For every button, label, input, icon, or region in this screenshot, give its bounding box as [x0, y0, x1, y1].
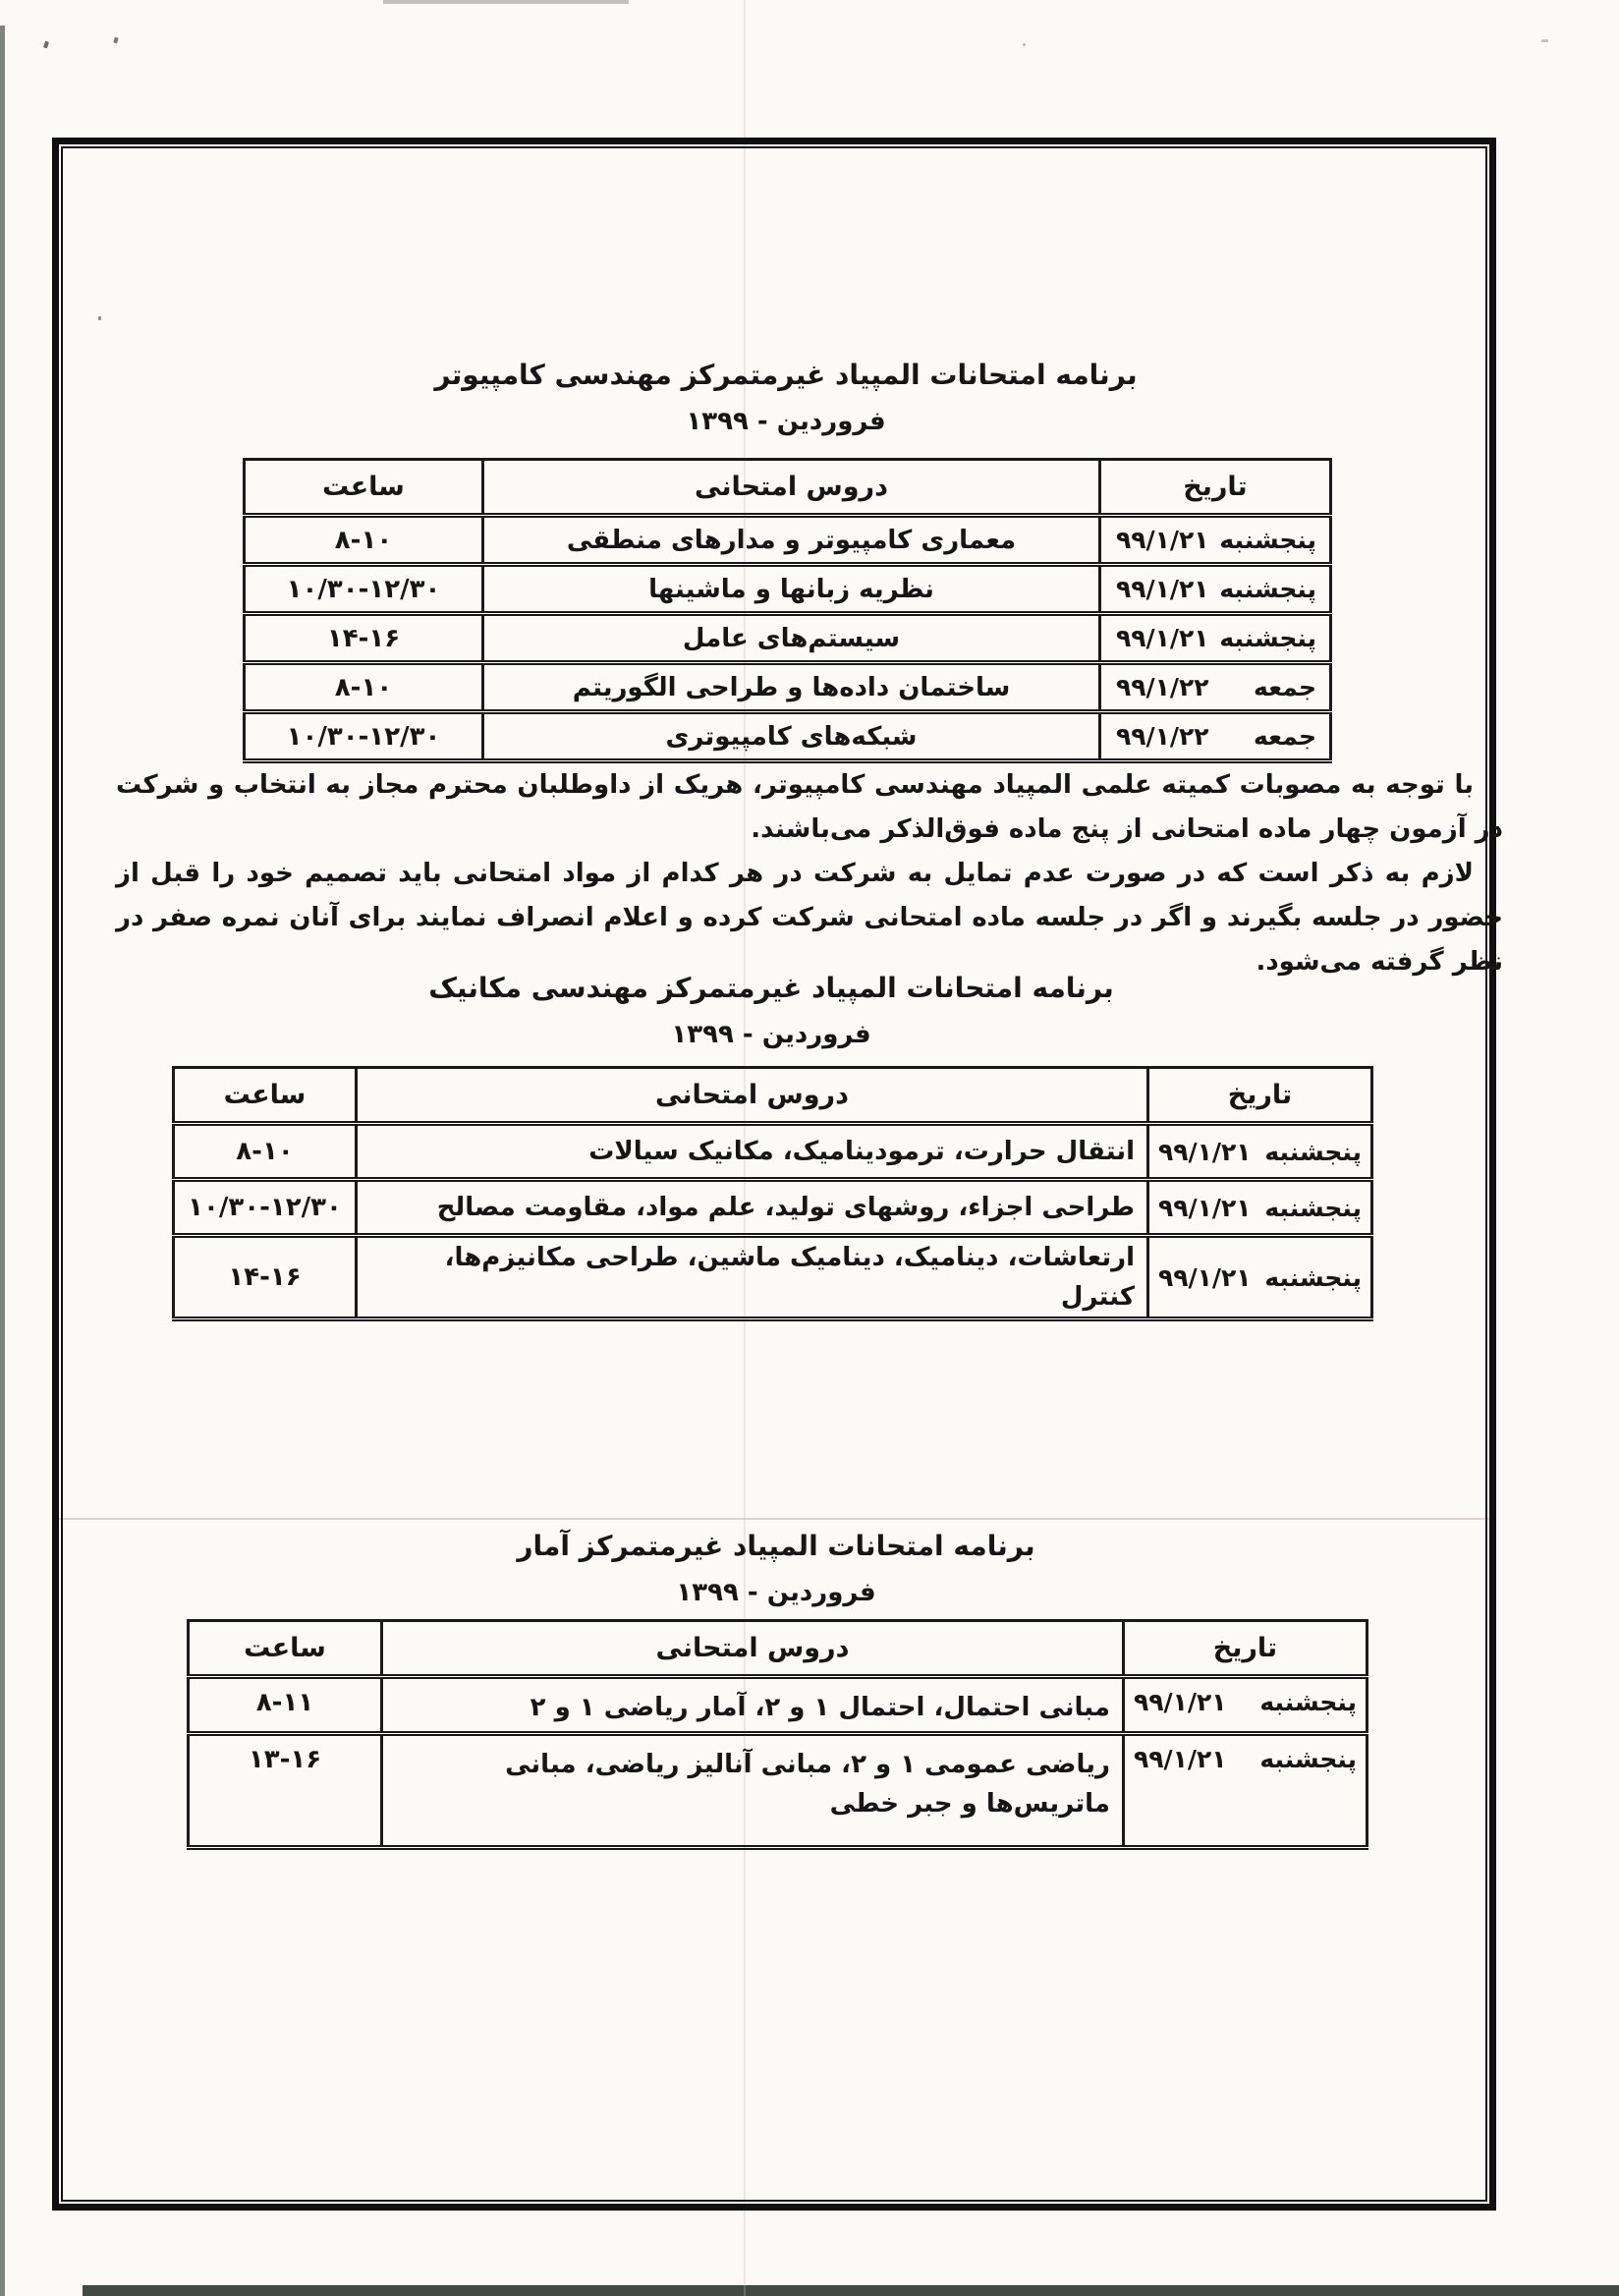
exam-row [245, 614, 1331, 663]
exam-time-cell: ۱۰/۳۰-۱۲/۳۰ [174, 1180, 357, 1236]
exam-date: ۹۹/۱/۲۱ [1134, 1745, 1227, 1773]
section-title: برنامه امتحانات المپیاد غیرمتمرکز آمار [517, 1530, 1035, 1562]
exam-schedule-table-mechanical [172, 1066, 1370, 1321]
time-column-header: ساعت [174, 1068, 357, 1124]
exam-date: ۹۹/۱/۲۱ [1158, 1193, 1252, 1222]
scan-bottom-edge-artifact [83, 2285, 1619, 2296]
exam-subject-cell: نظریه زبانها و ماشینها [483, 565, 1100, 614]
exam-date-cell [1148, 1236, 1372, 1319]
exam-day: جمعه [1253, 722, 1316, 751]
section-title: برنامه امتحانات المپیاد غیرمتمرکز مهندسی مکانیک [428, 972, 1114, 1004]
subjects-column-header: دروس امتحانی [357, 1068, 1148, 1124]
exam-row [174, 1236, 1372, 1319]
exam-subject-cell: طراحی اجزاء، روشهای تولید، علم مواد، مقاومت مصالح [357, 1180, 1148, 1236]
ink-speck [1023, 43, 1026, 46]
section-subtitle: فروردین - ۱۳۹۹ [686, 407, 886, 436]
exam-row [245, 565, 1331, 614]
exam-time-cell: ۱۴-۱۶ [245, 614, 483, 663]
exam-subject-cell: شبکه‌های کامپیوتری [483, 712, 1100, 761]
exam-time-cell: ۱۰/۳۰-۱۲/۳۰ [245, 565, 483, 614]
exam-day: پنجشنبه [1259, 1745, 1357, 1773]
exam-date-cell [1100, 663, 1331, 712]
exam-table [172, 1066, 1373, 1321]
exam-subject-cell: ارتعاشات، دینامیک، دینامیک ماشین، طراحی مکانیزم‌ها، کنترل [357, 1236, 1148, 1319]
ink-speck [1541, 39, 1548, 42]
table-header-row [245, 460, 1331, 516]
exam-time-cell: ۱۰/۳۰-۱۲/۳۰ [245, 712, 483, 761]
exam-time-cell: ۸-۱۰ [245, 663, 483, 712]
time-column-header: ساعت [189, 1621, 382, 1677]
table-header-row [174, 1068, 1372, 1124]
note-paragraph: با توجه به مصوبات کمیته علمی المپیاد مهندسی کامپیوتر، هریک از داوطلبان محترم مجاز به انتخاب و شرکت در آزمون چهار ماده امتحانی از پنج ماده فوق‌الذکر می‌باشند. [116, 770, 1503, 844]
exam-date: ۹۹/۱/۲۲ [1116, 722, 1209, 751]
exam-day: پنجشنبه [1264, 1193, 1362, 1222]
exam-date: ۹۹/۱/۲۱ [1116, 526, 1209, 554]
exam-day: پنجشنبه [1219, 526, 1316, 554]
exam-table [243, 458, 1332, 763]
exam-date-cell [1148, 1124, 1372, 1180]
scan-top-smudge-artifact [383, 0, 629, 4]
exam-date: ۹۹/۱/۲۱ [1158, 1262, 1252, 1292]
exam-date-cell [1124, 1677, 1368, 1734]
schedule-notes [116, 763, 1503, 984]
exam-subject-cell: سیستم‌های عامل [483, 614, 1100, 663]
section-computer-titles [243, 356, 1329, 439]
exam-time-cell: ۸-۱۱ [189, 1677, 382, 1734]
exam-date-cell [1100, 614, 1331, 663]
exam-day: پنجشنبه [1219, 575, 1316, 603]
exam-date: ۹۹/۱/۲۱ [1116, 624, 1209, 652]
exam-row [174, 1180, 1372, 1236]
exam-day: پنجشنبه [1259, 1688, 1357, 1716]
time-column-header: ساعت [245, 460, 483, 516]
section-subtitle: فروردین - ۱۳۹۹ [676, 1578, 876, 1607]
exam-day: پنجشنبه [1219, 624, 1316, 652]
exam-date: ۹۹/۱/۲۱ [1158, 1137, 1252, 1166]
subjects-column-header: دروس امتحانی [483, 460, 1100, 516]
exam-row [245, 516, 1331, 565]
section-statistics-titles [187, 1527, 1366, 1610]
exam-time-cell: ۱۳-۱۶ [189, 1734, 382, 1848]
table-header-row [189, 1621, 1368, 1677]
exam-date-cell [1148, 1180, 1372, 1236]
section-mechanical-titles [172, 969, 1370, 1052]
exam-time-cell: ۸-۱۰ [245, 516, 483, 565]
date-column-header: تاریخ [1100, 460, 1331, 516]
subjects-column-header: دروس امتحانی [382, 1621, 1124, 1677]
ink-speck [43, 41, 49, 49]
scan-left-edge-artifact [0, 26, 5, 2296]
exam-time-cell: ۸-۱۰ [174, 1124, 357, 1180]
section-subtitle: فروردین - ۱۳۹۹ [671, 1020, 871, 1049]
date-column-header: تاریخ [1124, 1621, 1368, 1677]
date-column-header: تاریخ [1148, 1068, 1372, 1124]
exam-row [245, 663, 1331, 712]
exam-date: ۹۹/۱/۲۲ [1116, 673, 1209, 701]
exam-subject-cell: معماری کامپیوتر و مدارهای منطقی [483, 516, 1100, 565]
exam-subject-cell: مبانی احتمال، احتمال ۱ و ۲، آمار ریاضی ۱ و ۲ [382, 1677, 1124, 1734]
exam-day: پنجشنبه [1264, 1137, 1362, 1166]
exam-day: جمعه [1253, 673, 1316, 701]
exam-row [189, 1677, 1368, 1734]
exam-row [174, 1124, 1372, 1180]
exam-date-cell [1124, 1734, 1368, 1848]
exam-subject-cell: ساختمان داده‌ها و طراحی الگوریتم [483, 663, 1100, 712]
exam-time-cell: ۱۴-۱۶ [174, 1236, 357, 1319]
note-paragraph: لازم به ذکر است که در صورت عدم تمایل به شرکت در هر کدام از مواد امتحانی باید تصمیم خود را قبل از حضور در جلسه بگیرند و اگر در جلسه ماده امتحانی شرکت کرده و اعلام انصراف نمایند برای آنان نمره صفر در نظر گرفته می‌شود. [116, 859, 1503, 977]
exam-subject-cell: انتقال حرارت، ترمودینامیک، مکانیک سیالات [357, 1124, 1148, 1180]
exam-schedule-table-computer [243, 458, 1329, 763]
exam-date: ۹۹/۱/۲۱ [1116, 575, 1209, 603]
exam-schedule-table-statistics [187, 1619, 1366, 1850]
ink-speck [113, 37, 118, 44]
exam-date: ۹۹/۱/۲۱ [1134, 1688, 1227, 1716]
exam-date-cell [1100, 565, 1331, 614]
exam-date-cell [1100, 712, 1331, 761]
exam-row [189, 1734, 1368, 1848]
section-title: برنامه امتحانات المپیاد غیرمتمرکز مهندسی کامپیوتر [434, 359, 1138, 391]
exam-day: پنجشنبه [1264, 1262, 1362, 1292]
exam-subject-cell: ریاضی عمومی ۱ و ۲، مبانی آنالیز ریاضی، مبانی ماتریس‌ها و جبر خطی [382, 1734, 1124, 1848]
exam-row [245, 712, 1331, 761]
exam-table [187, 1619, 1368, 1850]
exam-date-cell [1100, 516, 1331, 565]
